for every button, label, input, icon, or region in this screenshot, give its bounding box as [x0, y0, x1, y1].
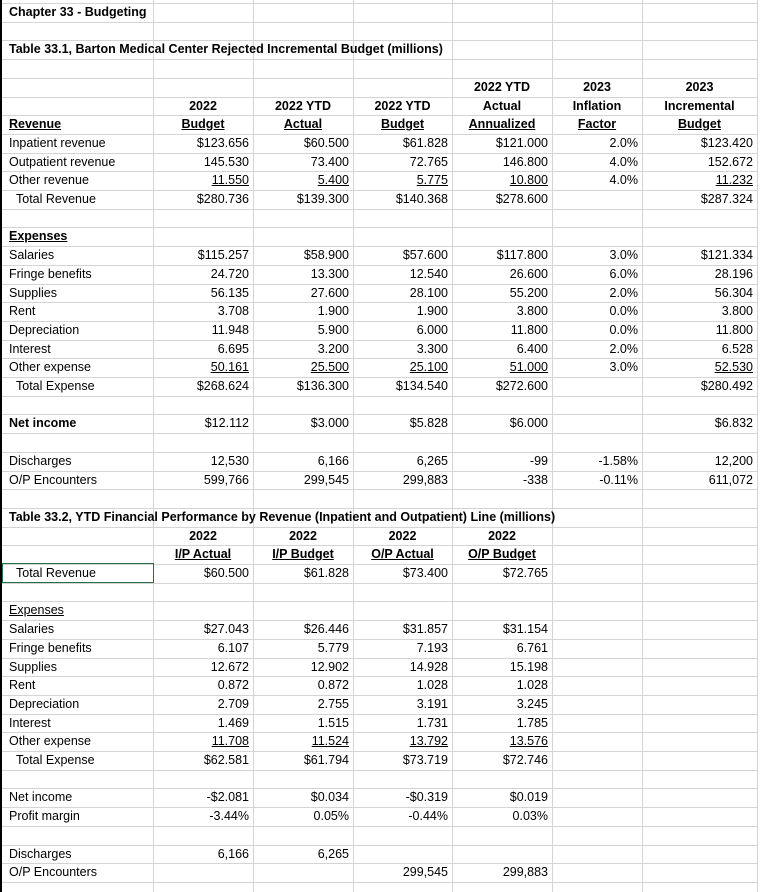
- value-cell[interactable]: 299,883: [402, 473, 448, 487]
- value-cell[interactable]: $3.000: [310, 416, 349, 430]
- value-cell[interactable]: [355, 845, 448, 863]
- row-label[interactable]: Other expense: [9, 734, 91, 748]
- value-cell[interactable]: 3.191: [416, 697, 448, 711]
- value-cell[interactable]: 56.135: [210, 286, 249, 300]
- value-cell[interactable]: [155, 863, 249, 881]
- value-cell[interactable]: $136.300: [296, 379, 349, 393]
- value-cell[interactable]: 6,166: [217, 847, 249, 861]
- table1-header-cell[interactable]: 2022 YTD: [473, 80, 531, 94]
- value-cell[interactable]: 3.800: [516, 304, 548, 318]
- value-cell[interactable]: 3.0%: [609, 360, 638, 374]
- row-label[interactable]: Inpatient revenue: [9, 136, 106, 150]
- value-cell[interactable]: 1.900: [416, 304, 448, 318]
- value-cell[interactable]: $121.000: [495, 136, 548, 150]
- value-cell[interactable]: 299,883: [502, 865, 548, 879]
- table1-header-cell[interactable]: [355, 78, 450, 96]
- value-cell[interactable]: 11.800: [715, 323, 753, 337]
- value-cell[interactable]: $27.043: [203, 622, 249, 636]
- value-cell[interactable]: 2.709: [217, 697, 249, 711]
- table1-title[interactable]: Table 33.1, Barton Medical Center Rejected Incremental Budget (millions): [9, 42, 443, 56]
- table2-header-cell[interactable]: I/P Budget: [272, 547, 334, 561]
- table1-header-cell[interactable]: Incremental: [664, 99, 735, 113]
- value-cell[interactable]: 0.872: [317, 678, 349, 692]
- row-label[interactable]: Interest: [9, 342, 51, 356]
- value-cell[interactable]: 1.028: [416, 678, 448, 692]
- value-cell[interactable]: $272.600: [495, 379, 548, 393]
- value-cell[interactable]: 0.0%: [609, 323, 638, 337]
- value-cell[interactable]: 4.0%: [609, 173, 638, 187]
- grid-col-line: [153, 0, 154, 892]
- value-cell[interactable]: -99: [529, 454, 548, 468]
- value-cell[interactable]: 3.0%: [609, 248, 638, 262]
- value-cell[interactable]: 6,265: [317, 847, 349, 861]
- value-cell[interactable]: 11.524: [311, 734, 349, 748]
- table2-title[interactable]: Table 33.2, YTD Financial Performance by Revenue (Inpatient and Outpatient) Line (millions): [9, 510, 556, 524]
- grid-col-line: [642, 0, 643, 892]
- value-cell[interactable]: $6.832: [714, 416, 753, 430]
- grid-row-line: [0, 209, 757, 210]
- value-cell[interactable]: 25.100: [409, 360, 448, 374]
- value-cell[interactable]: $123.420: [700, 136, 753, 150]
- table1-header-cell[interactable]: Factor: [577, 117, 617, 131]
- value-cell[interactable]: $72.765: [502, 566, 548, 580]
- value-cell[interactable]: 0.0%: [609, 304, 638, 318]
- row-label[interactable]: Total Revenue: [16, 566, 96, 580]
- row-label[interactable]: Profit margin: [9, 809, 80, 823]
- value-cell[interactable]: [255, 863, 349, 881]
- value-cell[interactable]: 4.0%: [609, 155, 638, 169]
- row-label[interactable]: Other revenue: [9, 173, 89, 187]
- table1-header-cell[interactable]: 2023: [583, 80, 611, 94]
- value-cell[interactable]: 55.200: [509, 286, 548, 300]
- value-cell[interactable]: 52.530: [714, 360, 753, 374]
- value-cell[interactable]: 6.0%: [609, 267, 638, 281]
- value-cell[interactable]: 152.672: [707, 155, 753, 169]
- table1-header-cell[interactable]: 2023: [685, 80, 714, 94]
- table2-header-cell[interactable]: I/P Actual: [174, 547, 232, 561]
- grid-col-line: [353, 0, 354, 892]
- value-cell[interactable]: 11.800: [510, 323, 548, 337]
- value-cell[interactable]: 12,200: [714, 454, 753, 468]
- row-label[interactable]: O/P Encounters: [9, 865, 98, 879]
- value-cell[interactable]: 25.500: [310, 360, 349, 374]
- expenses-section-label[interactable]: Expenses: [9, 603, 64, 617]
- value-cell[interactable]: $58.900: [303, 248, 349, 262]
- value-cell[interactable]: $0.019: [509, 790, 548, 804]
- value-cell[interactable]: 299,545: [402, 865, 448, 879]
- value-cell[interactable]: 12.672: [210, 660, 249, 674]
- value-cell[interactable]: $268.624: [196, 379, 249, 393]
- value-cell[interactable]: 14.928: [409, 660, 448, 674]
- table1-header-cell[interactable]: Budget: [380, 117, 425, 131]
- value-cell[interactable]: $12.112: [204, 416, 249, 430]
- grid-col-line: [757, 0, 758, 892]
- value-cell[interactable]: $134.540: [395, 379, 448, 393]
- value-cell[interactable]: 299,545: [303, 473, 349, 487]
- value-cell[interactable]: 10.800: [509, 173, 548, 187]
- value-cell[interactable]: 1.469: [217, 716, 249, 730]
- value-cell[interactable]: 146.800: [502, 155, 548, 169]
- value-cell[interactable]: -1.58%: [598, 454, 638, 468]
- value-cell[interactable]: 0.872: [217, 678, 249, 692]
- value-cell[interactable]: 611,072: [708, 473, 753, 487]
- grid-row-line: [0, 770, 757, 771]
- grid-col-line: [552, 0, 553, 892]
- table1-header-cell[interactable]: Annualized: [468, 117, 536, 131]
- value-cell[interactable]: 51.000: [509, 360, 548, 374]
- value-cell[interactable]: $115.257: [197, 248, 249, 262]
- value-cell[interactable]: 27.600: [310, 286, 349, 300]
- value-cell[interactable]: 28.100: [409, 286, 448, 300]
- value-cell[interactable]: 56.304: [714, 286, 753, 300]
- value-cell[interactable]: $121.334: [700, 248, 753, 262]
- table1-header-cell[interactable]: 2022 YTD: [274, 99, 332, 113]
- grid-col-line: [253, 0, 254, 892]
- value-cell[interactable]: $73.400: [402, 566, 448, 580]
- grid-row-line: [0, 227, 757, 228]
- row-label[interactable]: Supplies: [9, 286, 57, 300]
- table1-header-cell[interactable]: [255, 78, 351, 96]
- value-cell[interactable]: 1.515: [317, 716, 349, 730]
- value-cell[interactable]: $61.828: [402, 136, 448, 150]
- value-cell[interactable]: $287.324: [700, 192, 753, 206]
- value-cell[interactable]: 11.232: [715, 173, 753, 187]
- expenses-section-label[interactable]: Expenses: [9, 229, 68, 243]
- value-cell[interactable]: 1.785: [516, 716, 548, 730]
- table1-header-cell[interactable]: Actual: [283, 117, 323, 131]
- value-cell[interactable]: $26.446: [303, 622, 349, 636]
- value-cell[interactable]: 2.0%: [609, 136, 638, 150]
- grid-row-line: [0, 396, 757, 397]
- value-cell[interactable]: -$0.319: [405, 790, 448, 804]
- value-cell[interactable]: $61.794: [303, 753, 349, 767]
- value-cell[interactable]: 2.0%: [609, 286, 638, 300]
- value-cell[interactable]: [454, 845, 548, 863]
- table1-header-cell[interactable]: 2022 YTD: [374, 99, 431, 113]
- row-label[interactable]: Salaries: [9, 248, 55, 262]
- row-label[interactable]: Total Expense: [16, 379, 95, 393]
- value-cell[interactable]: 11.948: [211, 323, 249, 337]
- value-cell[interactable]: $61.828: [303, 566, 349, 580]
- value-cell[interactable]: 6.400: [516, 342, 548, 356]
- table2-header-cell[interactable]: 2022: [289, 529, 317, 543]
- value-cell[interactable]: 5.775: [416, 173, 448, 187]
- row-label[interactable]: Interest: [9, 716, 51, 730]
- value-cell[interactable]: 5.900: [317, 323, 349, 337]
- value-cell[interactable]: 6,265: [416, 454, 448, 468]
- grid-row-line: [0, 433, 757, 434]
- table2-header-cell[interactable]: 2022: [388, 529, 417, 543]
- value-cell[interactable]: 5.779: [317, 641, 349, 655]
- value-cell[interactable]: -3.44%: [209, 809, 249, 823]
- table1-header-cell[interactable]: Inflation: [572, 99, 622, 113]
- row-label[interactable]: Rent: [9, 304, 36, 318]
- value-cell[interactable]: $60.500: [303, 136, 349, 150]
- value-cell[interactable]: 1.900: [317, 304, 349, 318]
- value-cell[interactable]: 72.765: [409, 155, 448, 169]
- value-cell[interactable]: 12.540: [409, 267, 448, 281]
- grid-row-line: [0, 59, 757, 60]
- value-cell[interactable]: 3.708: [217, 304, 249, 318]
- value-cell[interactable]: 3.245: [516, 697, 548, 711]
- value-cell[interactable]: $57.600: [402, 248, 448, 262]
- row-label[interactable]: Total Revenue: [16, 192, 96, 206]
- value-cell[interactable]: $0.034: [310, 790, 349, 804]
- value-cell[interactable]: 12.902: [310, 660, 349, 674]
- row-label[interactable]: Discharges: [9, 847, 72, 861]
- grid-row-line: [0, 583, 757, 584]
- value-cell[interactable]: $140.368: [395, 192, 448, 206]
- value-cell[interactable]: 28.196: [714, 267, 753, 281]
- value-cell[interactable]: 1.028: [516, 678, 548, 692]
- value-cell[interactable]: 599,766: [203, 473, 249, 487]
- value-cell[interactable]: -0.11%: [599, 473, 638, 487]
- value-cell[interactable]: $60.500: [203, 566, 249, 580]
- chapter-title[interactable]: Chapter 33 - Budgeting: [9, 5, 147, 19]
- row-label[interactable]: Salaries: [9, 622, 55, 636]
- grid-row-line: [0, 601, 757, 602]
- table2-header-cell[interactable]: O/P Budget: [468, 547, 536, 561]
- value-cell[interactable]: 3.200: [317, 342, 349, 356]
- value-cell[interactable]: 3.300: [416, 342, 448, 356]
- value-cell[interactable]: -0.44%: [408, 809, 448, 823]
- value-cell[interactable]: -338: [522, 473, 548, 487]
- value-cell[interactable]: 6.695: [217, 342, 249, 356]
- table2-header-cell[interactable]: O/P Actual: [371, 547, 434, 561]
- value-cell[interactable]: 5.400: [317, 173, 349, 187]
- value-cell[interactable]: $31.154: [502, 622, 548, 636]
- value-cell[interactable]: 3.800: [721, 304, 753, 318]
- value-cell[interactable]: 12,530: [210, 454, 249, 468]
- value-cell[interactable]: 13.300: [310, 267, 349, 281]
- value-cell[interactable]: 1.731: [416, 716, 448, 730]
- grid-col-line: [452, 0, 453, 892]
- value-cell[interactable]: 2.755: [317, 697, 349, 711]
- value-cell[interactable]: 7.193: [416, 641, 448, 655]
- value-cell[interactable]: 24.720: [210, 267, 249, 281]
- value-cell[interactable]: $278.600: [495, 192, 548, 206]
- value-cell[interactable]: 6.107: [217, 641, 249, 655]
- value-cell[interactable]: 6.761: [516, 641, 548, 655]
- table1-header-cell[interactable]: Budget: [677, 117, 722, 131]
- value-cell[interactable]: 11.550: [211, 173, 249, 187]
- value-cell[interactable]: $6.000: [509, 416, 548, 430]
- row-label[interactable]: Discharges: [9, 454, 72, 468]
- value-cell[interactable]: 26.600: [509, 267, 548, 281]
- value-cell[interactable]: $280.492: [700, 379, 753, 393]
- value-cell[interactable]: [554, 414, 638, 432]
- value-cell[interactable]: $73.719: [402, 753, 448, 767]
- row-label[interactable]: Depreciation: [9, 323, 80, 337]
- row-label[interactable]: Other expense: [9, 360, 91, 374]
- value-cell[interactable]: 73.400: [310, 155, 349, 169]
- net-income-label[interactable]: Net income: [9, 416, 77, 430]
- value-cell[interactable]: [554, 190, 638, 208]
- table2-header-cell[interactable]: 2022: [488, 529, 516, 543]
- grid-row-line: [0, 826, 757, 827]
- value-cell[interactable]: 50.161: [210, 360, 249, 374]
- value-cell[interactable]: 11.708: [211, 734, 249, 748]
- sheet-left-border: [0, 0, 2, 892]
- value-cell[interactable]: $139.300: [296, 192, 349, 206]
- value-cell[interactable]: 0.05%: [313, 809, 349, 823]
- grid-row-line: [0, 882, 757, 883]
- value-cell[interactable]: $123.656: [196, 136, 249, 150]
- table2-header-cell[interactable]: 2022: [189, 529, 217, 543]
- row-label[interactable]: Total Expense: [16, 753, 95, 767]
- row-label[interactable]: Fringe benefits: [9, 641, 92, 655]
- value-cell[interactable]: 0.03%: [512, 809, 548, 823]
- value-cell[interactable]: 145.530: [203, 155, 249, 169]
- value-cell[interactable]: 13.576: [509, 734, 548, 748]
- revenue-section-label[interactable]: Revenue: [9, 117, 62, 131]
- table1-header-cell[interactable]: 2022: [189, 99, 217, 113]
- value-cell[interactable]: 6.000: [416, 323, 448, 337]
- value-cell[interactable]: $117.800: [496, 248, 548, 262]
- value-cell[interactable]: [554, 377, 638, 395]
- row-label[interactable]: Net income: [9, 790, 73, 804]
- value-cell[interactable]: 6,166: [317, 454, 349, 468]
- row-label[interactable]: Outpatient revenue: [9, 155, 116, 169]
- table1-header-cell[interactable]: Actual: [482, 99, 522, 113]
- value-cell[interactable]: $72.746: [502, 753, 548, 767]
- value-cell[interactable]: $5.828: [409, 416, 448, 430]
- value-cell[interactable]: 15.198: [509, 660, 548, 674]
- value-cell[interactable]: 13.792: [409, 734, 448, 748]
- grid-row-line: [0, 22, 757, 23]
- value-cell[interactable]: -$2.081: [206, 790, 249, 804]
- table1-header-cell[interactable]: [155, 78, 251, 96]
- value-cell[interactable]: $280.736: [196, 192, 249, 206]
- value-cell[interactable]: $31.857: [402, 622, 448, 636]
- value-cell[interactable]: 6.528: [721, 342, 753, 356]
- value-cell[interactable]: $62.581: [203, 753, 249, 767]
- row-label[interactable]: Supplies: [9, 660, 57, 674]
- row-label[interactable]: Rent: [9, 678, 36, 692]
- value-cell[interactable]: 2.0%: [609, 342, 638, 356]
- table1-header-cell[interactable]: Budget: [181, 117, 225, 131]
- grid-row-line: [0, 489, 757, 490]
- row-label[interactable]: Fringe benefits: [9, 267, 92, 281]
- row-label[interactable]: O/P Encounters: [9, 473, 98, 487]
- row-label[interactable]: Depreciation: [9, 697, 80, 711]
